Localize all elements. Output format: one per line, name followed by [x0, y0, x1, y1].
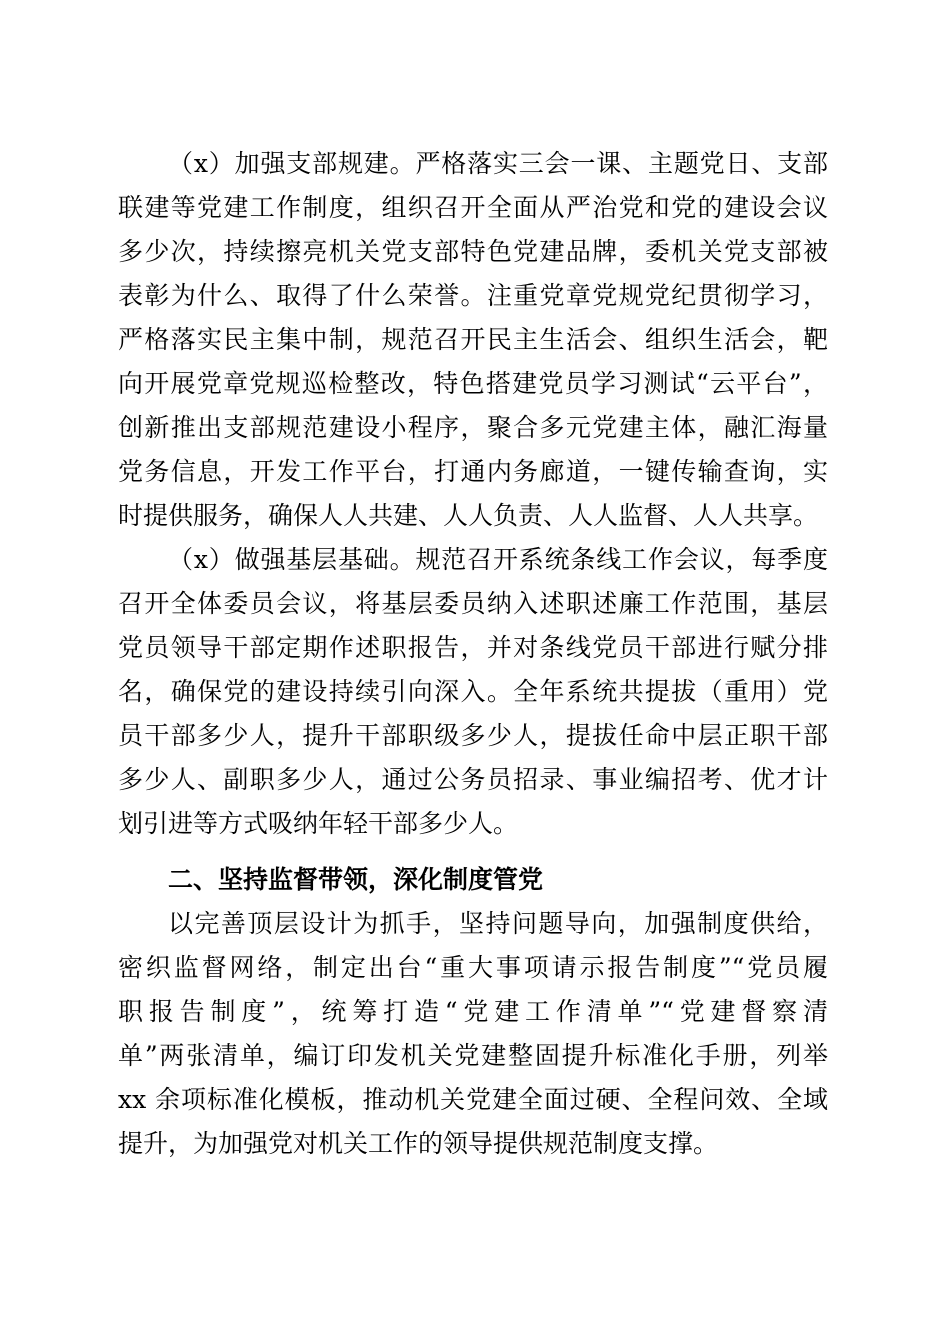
text-line: 名，确保党的建设持续引向深入。全年系统共提拔（重用）党: [118, 677, 828, 706]
text-line: 单”两张清单，编订印发机关党建整固提升标准化手册，列举: [118, 1041, 828, 1070]
text-line: 密织监督网络，制定出台“重大事项请示报告制度”“党员履: [118, 953, 828, 982]
text-line: 党员领导干部定期作述职报告，并对条线党员干部进行赋分排: [118, 633, 828, 662]
text-line: 时提供服务，确保人人共建、人人负责、人人监督、人人共享。: [118, 501, 819, 530]
text-line: 召开全体委员会议，将基层委员纳入述职述廉工作范围，基层: [118, 589, 828, 618]
text-line: xx 余项标准化模板，推动机关党建全面过硬、全程问效、全域: [118, 1085, 828, 1114]
text-line: 多少人、副职多少人，通过公务员招录、事业编招考、优才计: [118, 765, 828, 794]
text-line: 员干部多少人，提升干部职级多少人，提拔任命中层正职干部: [118, 721, 828, 750]
text-line: 严格落实民主集中制，规范召开民主生活会、组织生活会，靶: [118, 325, 828, 354]
text-line: 以完善顶层设计为抓手，坚持问题导向，加强制度供给，: [168, 909, 828, 938]
text-line: 表彰为什么、取得了什么荣誉。注重党章党规党纪贯彻学习，: [118, 281, 828, 310]
text-line: 提升，为加强党对机关工作的领导提供规范制度支撑。: [118, 1129, 719, 1158]
text-line: 划引进等方式吸纳年轻干部多少人。: [118, 809, 519, 838]
text-line: （x）做强基层基础。规范召开系统条线工作会议，每季度: [168, 545, 828, 574]
text-line: 创新推出支部规范建设小程序，聚合多元党建主体，融汇海量: [118, 413, 828, 442]
text-line: 职报告制度”，统筹打造“党建工作清单”“党建督察清: [118, 997, 828, 1026]
section-heading: 二、坚持监督带领，深化制度管党: [168, 865, 544, 894]
text-line: 多少次，持续擦亮机关党支部特色党建品牌，委机关党支部被: [118, 237, 828, 266]
text-line: 联建等党建工作制度，组织召开全面从严治党和党的建设会议: [118, 193, 828, 222]
text-line: 向开展党章党规巡检整改，特色搭建党员学习测试“云平台”，: [118, 369, 828, 398]
text-line: （x）加强支部规建。严格落实三会一课、主题党日、支部: [168, 149, 828, 178]
text-line: 党务信息，开发工作平台，打通内务廊道，一键传输查询，实: [118, 457, 828, 486]
